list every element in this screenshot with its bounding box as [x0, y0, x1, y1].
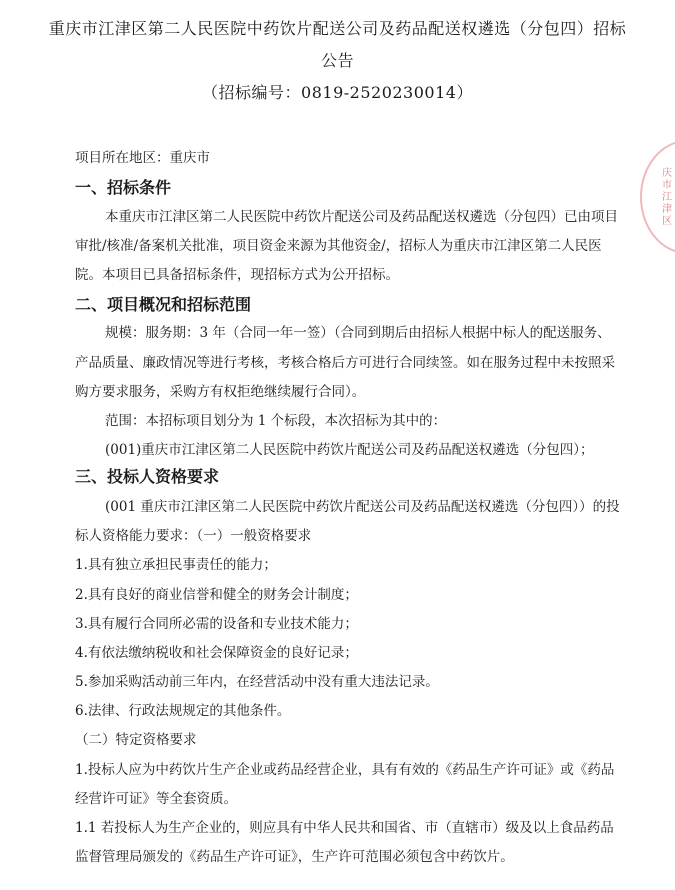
section3-line: 1.具有独立承担民事责任的能力； [75, 557, 277, 573]
section1-line: 院。本项目已具备招标条件，现招标方式为公开招标。 [75, 267, 399, 283]
section3-heading: 三、投标人资格要求 [75, 467, 220, 486]
section1-line: 审批/核准/备案机关批准，项目资金来源为其他资金/，招标人为重庆市江津区第二人民医 [75, 238, 602, 254]
tender-code: （招标编号：0819-2520230014） [202, 83, 473, 102]
document-title-line1: 重庆市江津区第二人民医院中药饮片配送公司及药品配送权遴选（分包四）招标 [48, 19, 627, 38]
document-title-line2: 公告 [320, 51, 354, 70]
section3-line: 6.法律、行政法规规定的其他条件。 [75, 703, 291, 719]
section3-line: 1.投标人应为中药饮片生产企业或药品经营企业，具有有效的《药品生产许可证》或《药品 [75, 762, 615, 778]
section2-line: 规模：服务期：3 年（合同一年一签）（合同到期后由招标人根据中标人的配送服务、 [105, 325, 611, 341]
section2-line: 范围：本招标项目划分为 1 个标段，本次招标为其中的： [105, 413, 447, 429]
section3-line: (001 重庆市江津区第二人民医院中药饮片配送公司及药品配送权遴选（分包四））的投 [105, 499, 620, 515]
section3-line: 4.有依法缴纳税收和社会保障资金的良好记录； [75, 645, 358, 661]
section3-line: 5.参加采购活动前三年内，在经营活动中没有重大违法记录。 [75, 674, 439, 690]
project-region: 项目所在地区：重庆市 [75, 150, 210, 166]
section1-line: 本重庆市江津区第二人民医院中药饮片配送公司及药品配送权遴选（分包四）已由项目 [105, 209, 618, 225]
section2-line: 产品质量、廉政情况等进行考核，考核合格后方可进行合同续签。如在服务过程中未按照采 [75, 355, 615, 371]
section3-line: 监督管理局颁发的《药品生产许可证》，生产许可范围必须包含中药饮片。 [75, 849, 514, 865]
section3-line: （二）特定资格要求 [75, 732, 197, 748]
section2-line: 购方要求服务，采购方有权拒绝继续履行合同）。 [75, 384, 366, 400]
seal-text: 庆市江津区 [662, 168, 672, 227]
section3-line: 1.1 若投标人为生产企业的，则应具有中华人民共和国省、市（直辖市）级及以上食品药品 [75, 820, 614, 836]
section1-heading: 一、招标条件 [75, 178, 172, 197]
section3-line: 2.具有良好的商业信誉和健全的财务会计制度； [75, 587, 358, 603]
section3-line: 经营许可证》等全套资质。 [75, 791, 237, 807]
section2-line: (001)重庆市江津区第二人民医院中药饮片配送公司及药品配送权遴选（分包四）； [105, 442, 594, 458]
section3-line: 标人资格能力要求：（一）一般资格要求 [75, 528, 312, 544]
section2-heading: 二、项目概况和招标范围 [75, 295, 252, 314]
section3-line: 3.具有履行合同所必需的设备和专业技术能力； [75, 616, 358, 632]
